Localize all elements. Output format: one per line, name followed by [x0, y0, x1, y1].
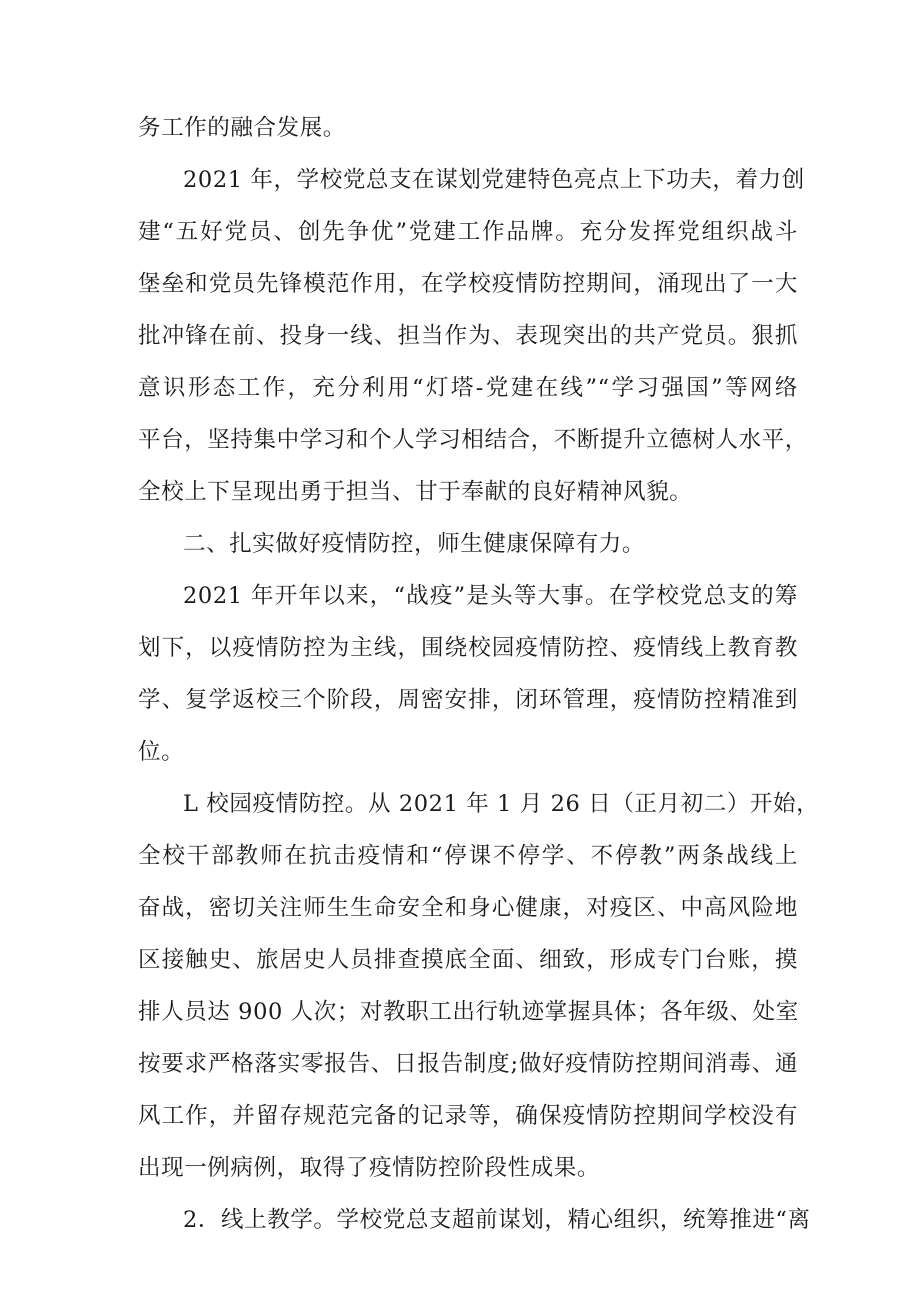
text-line: 排人员达 900 人次；对教职工出行轨迹掌握具体；各年级、处室	[138, 999, 799, 1025]
section-heading: 二、扎实做好疫情防控，师生健康保障有力。	[183, 531, 646, 557]
paragraph-first-line: 2021 年，学校党总支在谋划党建特色亮点上下功夫，着力创	[183, 167, 805, 193]
text-line: 务工作的融合发展。	[138, 115, 346, 141]
text-line: 意识形态工作，充分利用“灯塔-党建在线”“学习强国”等网络	[138, 375, 798, 401]
text-line: 平台，坚持集中学习和个人学习相结合，不断提升立德树人水平，	[138, 427, 808, 453]
paragraph-first-line: 2021 年开年以来，“战疫”是头等大事。在学校党总支的筹	[183, 583, 798, 609]
text-line: 全校上下呈现出勇于担当、甘于奉献的良好精神风貌。	[138, 479, 693, 505]
text-line: 全校干部教师在抗击疫情和“停课不停学、不停教”两条战线上	[138, 843, 798, 869]
text-line: 奋战，密切关注师生生命安全和身心健康，对疫区、中高风险地	[138, 895, 798, 921]
text-line: 划下，以疫情防控为主线，围绕校园疫情防控、疫情线上教育教	[138, 635, 798, 661]
text-line: 批冲锋在前、投身一线、担当作为、表现突出的共产党员。狠抓	[138, 323, 798, 349]
text-line: 位。	[138, 739, 185, 765]
text-line: 建“五好党员、创先争优”党建工作品牌。充分发挥党组织战斗	[138, 219, 798, 245]
paragraph-first-line: L 校园疫情防控。从 2021 年 1 月 26 日（正月初二）开始，	[183, 791, 820, 817]
text-line: 风工作，并留存规范完备的记录等，确保疫情防控期间学校没有	[138, 1103, 798, 1129]
text-line: 堡垒和党员先锋模范作用，在学校疫情防控期间，涌现出了一大	[138, 271, 798, 297]
paragraph-first-line: 2．线上教学。学校党总支超前谋划，精心组织，统筹推进“离	[183, 1207, 811, 1233]
text-line: 区接触史、旅居史人员排查摸底全面、细致，形成专门台账，摸	[138, 947, 798, 973]
text-line: 按要求严格落实零报告、日报告制度;做好疫情防控期间消毒、通	[138, 1051, 798, 1077]
text-line: 出现一例病例，取得了疫情防控阶段性成果。	[138, 1155, 601, 1181]
text-line: 学、复学返校三个阶段，周密安排，闭环管理，疫情防控精准到	[138, 687, 798, 713]
